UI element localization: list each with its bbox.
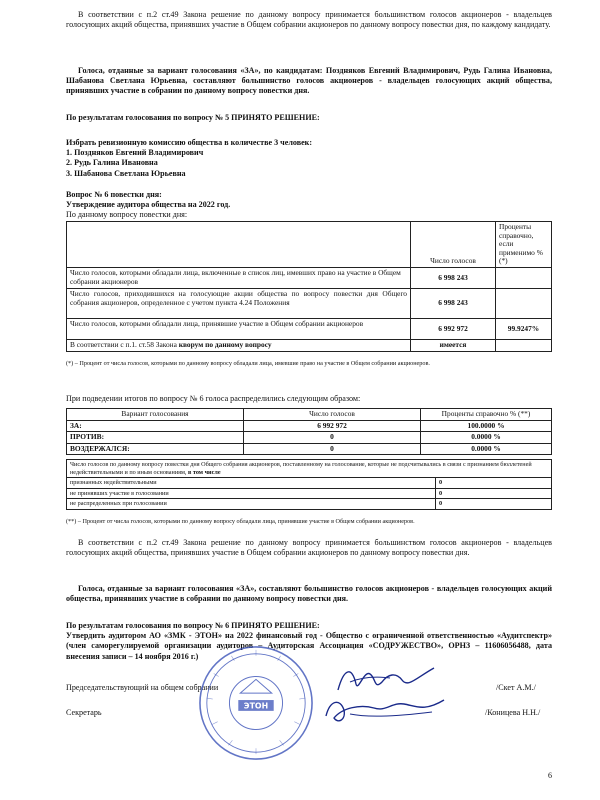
member-item: 1. Поздняков Евгений Владимирович	[66, 148, 204, 158]
q6-heading: Вопрос № 6 повестки дня: Утверждение аудитора общества на 2022 год. По данному вопросу повестки дня:	[66, 190, 231, 220]
member-list	[66, 148, 552, 179]
quorum-status: имеется	[411, 339, 496, 351]
table-row: Число голосов, которыми обладали лица, принявшие участие в Общем собрании акционеров 6 992 972 99.9247%	[67, 318, 552, 339]
secretary-name: /Коницева Н.Н./	[485, 708, 541, 717]
q6-paragraph-3: В соответствии с п.2 ст.49 Закона решение по данному вопросу принимается большинством голосов акционеров - владельцев голосующих акций общества, принявших участие в Общем собрании акционеров по данному вопросу повестки дня.	[66, 538, 552, 558]
intro-paragraph-2: Голоса, отданные за вариант голосования «ЗА», по кандидатам: Поздняков Евгений Владимирович, Рудь Галина Ивановна, Шабанова Светлана Юрьевна, составляют большинство голосов акционеров - владельцев голосующих акций общества, принявших участие в собрании по данному вопросу повестки дня.	[66, 66, 552, 96]
table-row: признанных недействительными 0	[67, 478, 552, 489]
q6-paragraph-4: Голоса, отданные за вариант голосования «ЗА», составляют большинство голосов акционеров - владельцев голосующих акций общества, принявших участие в собрании по данному вопросу повестки дня.	[66, 584, 552, 604]
table-row: Число голосов, приходившихся на голосующие акции общества по вопросу повестки дня Общего собрания акционеров, определенное с учетом пункта 4.24 Положения 6 998 243	[67, 288, 552, 318]
chair-label: Председательствующий на общем собрании	[66, 683, 219, 692]
quorum-row: В соответствии с п.1. ст.58 Закона кворум по данному вопросу имеется	[67, 339, 552, 351]
chair-name: /Скет А.М./	[496, 683, 536, 692]
table-row: ВОЗДЕРЖАЛСЯ: 0 0.0000 %	[67, 443, 552, 455]
table-row: не принявших участие в голосовании 0	[67, 488, 552, 499]
election-block: Избрать ревизионную комиссию общества в количестве 3 человек: 1. Поздняков Евгений Владимирович 2. Рудь Галина Ивановна 3. Шабанова Светлана Юрьевна	[66, 138, 552, 179]
result-q5: По результатам голосования по вопросу № 5 ПРИНЯТО РЕШЕНИЕ:	[66, 113, 320, 122]
footnote-1: (*) – Процент от числа голосов, которыми по данному вопросу обладали лица, имевшие право на участие в Общем собрании акционеров.	[66, 360, 430, 367]
table-row: ПРОТИВ: 0 0.0000 %	[67, 432, 552, 444]
stamp-logo-text: ЭТОН	[243, 701, 269, 711]
q6-decision: По результатам голосования по вопросу № 6 ПРИНЯТО РЕШЕНИЕ: Утвердить аудитором АО «ЗМК - ЭТОН» на 2022 финансовый год - Общество с ограниченной ответственностью «Аудитспектр» (член саморегулируемой организации аудиторов – Аудиторская Ассоциация «СОДРУЖЕСТВО», ОРНЗ – 11606056488, дата внесения записи – 14 ноября 2016 г.)	[66, 621, 552, 661]
secretary-signature	[320, 690, 450, 730]
footnote-2: (**) – Процент от числа голосов, которыми по данному вопросу обладали лица, принявшие участие в Общем собрании акционеров.	[66, 518, 415, 525]
company-stamp	[197, 644, 315, 762]
distribution-lead: При подведении итогов по вопросу № 6 голоса распределились следующим образом:	[66, 394, 361, 403]
votes-table	[66, 408, 552, 455]
page-number: 6	[548, 771, 552, 780]
intro-paragraph-1: В соответствии с п.2 ст.49 Закона решение по данному вопросу принимается большинством голосов акционеров - владельцев голосующих акций общества, принявших участие в Общем собрании акционеров по данному вопросу повестки дня, по каждому кандидату.	[66, 10, 552, 30]
secretary-label: Секретарь	[66, 708, 102, 717]
quorum-table	[66, 221, 552, 352]
col-header-votes: Число голосов	[411, 222, 496, 268]
table-row: ЗА: 6 992 972 100.0000 %	[67, 420, 552, 432]
member-item: 2. Рудь Галина Ивановна	[66, 158, 158, 168]
member-item: 3. Шабанова Светлана Юрьевна	[66, 168, 186, 178]
votes-header-row: Вариант голосования Число голосов Проценты справочно % (**)	[67, 409, 552, 421]
table-row: не распределенных при голосовании 0	[67, 499, 552, 510]
table-row: Число голосов, которыми обладали лица, включенные в список лиц, имевших право на участие в Общем собрании акционеров 6 998 243	[67, 267, 552, 288]
invalid-votes-table: Число голосов по данному вопросу повестки дня Общего собрания акционеров, поставленному на голосование, которые не подсчитывались в связи с признанием бюллетеней недействительными и по иным основаниям, в том числе признанных недействительными 0 не принявших участие в голосовании 0 не распределенных при голосовании 0	[66, 459, 552, 510]
col-header-percent: Проценты справочно, если применимо % (*)	[496, 222, 552, 268]
